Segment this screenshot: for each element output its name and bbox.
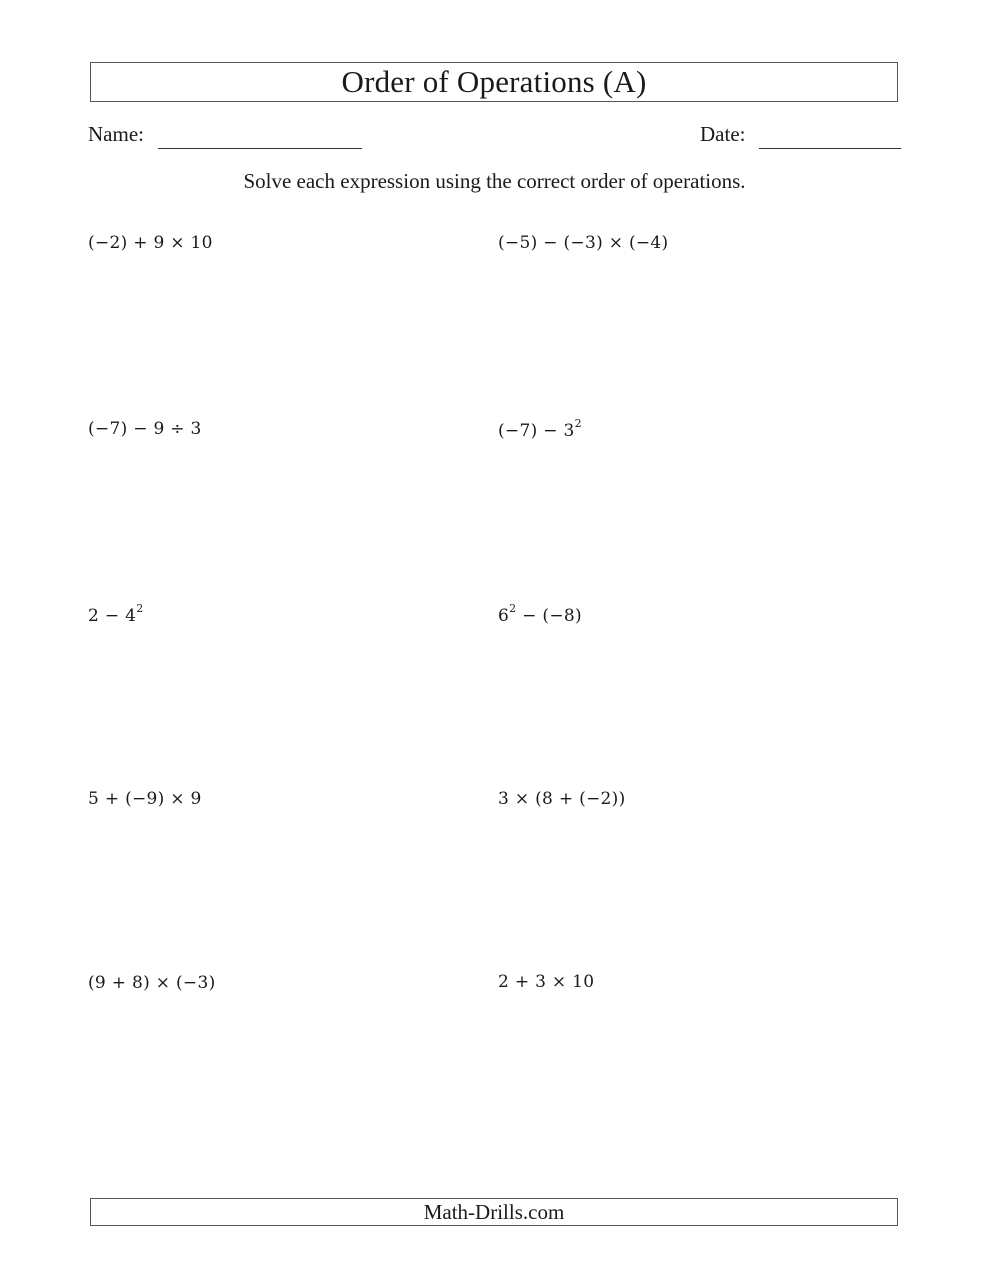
expression-text: 5 + (−9) × 9 bbox=[88, 789, 202, 809]
expression-text: 2 + 3 × 10 bbox=[498, 972, 595, 992]
problem-7 bbox=[88, 788, 202, 810]
expression-text: (9 + 8) × (−3) bbox=[88, 973, 216, 993]
expression-text: (−7) − 9 ÷ 3 bbox=[88, 419, 202, 439]
name-field[interactable] bbox=[158, 148, 362, 149]
date-field[interactable] bbox=[759, 148, 901, 149]
problem-9 bbox=[88, 972, 216, 994]
problem-1 bbox=[88, 232, 213, 254]
expression-text: (−5) − (−3) × (−4) bbox=[498, 233, 669, 253]
expression-text: − (−8) bbox=[516, 606, 582, 626]
expression-text: 2 − 4 bbox=[88, 606, 137, 626]
footer-credit: Math-Drills.com bbox=[423, 1200, 565, 1224]
problem-8 bbox=[498, 788, 626, 810]
title-box bbox=[90, 62, 898, 102]
expression-text: (−2) + 9 × 10 bbox=[88, 233, 213, 253]
problem-5 bbox=[88, 602, 144, 627]
expression-text: (−7) − 3 bbox=[498, 421, 575, 441]
date-label: Date: bbox=[700, 122, 746, 146]
expression-text: 3 × (8 + (−2)) bbox=[498, 789, 626, 809]
problem-3 bbox=[88, 418, 202, 440]
problem-4 bbox=[498, 417, 582, 442]
exponent: 2 bbox=[509, 602, 517, 616]
page-title: Order of Operations (A) bbox=[341, 64, 647, 99]
instructions: Solve each expression using the correct order of operations. bbox=[243, 169, 746, 193]
problem-10 bbox=[498, 971, 594, 993]
exponent: 2 bbox=[574, 417, 582, 431]
problem-2 bbox=[498, 232, 668, 254]
exponent: 2 bbox=[136, 602, 144, 616]
name-label: Name: bbox=[88, 122, 144, 146]
footer-box bbox=[90, 1198, 898, 1226]
problem-6 bbox=[498, 602, 582, 627]
expression-text: 6 bbox=[498, 606, 510, 626]
